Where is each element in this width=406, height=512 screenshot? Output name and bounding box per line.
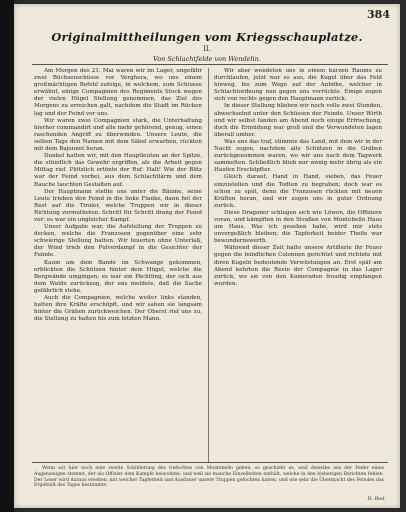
paragraph: Der Hauptmann stellte uns unter die Bäume, seine Leute trieben den Feind in die linke Flanke, dann fiel der Rest auf die Tiroler, welche Truppen wir in dieser Richtung vermutheten. Schritt für Schritt drang der Feind vor; es war ein ungleicher Kampf. [34,188,202,223]
paragraph: Gleich darauf, Hand in Hand, sieben, das Feuer einzustellen und die Todten zu begraben; doch war es schon zu spät, denn die Franzosen rückten mit neuen Kräften heran, und wir zogen uns in guter Ordnung zurück. [214,174,382,209]
paragraph: Wir aber wendeten uns in einem kurzen Raume zu durchlaufen, jetzt war es aus, die Kugel über das Feld hinweg, bis zum Wege auf der Anhöhe, welcher in Schlachtordnung nun gegen uns vorrückte. Einige zogen sich von rechts gegen den Hauptmann zurück. [214,68,382,103]
document-page [14,4,400,508]
paragraph: Was uns das traf, stimmte das Land, mit dem wir in der Nacht zogen, nachdem alle Schützen in die Gräben zurückgenommen waren, wo wir uns nach dem Tagwerk sammelten. Schließlich blieb nur wenig mehr übrig als ein Haufen Erschöpfter. [214,138,382,174]
paragraph: Diese Dragoner schlugen sich wie Löwen, die Offiziere voran, und kämpften in den Straßen von Montebello Haus um Haus. Was ich gesehen habe, wird mir stets unvergeßlich bleiben; die Tapferkeit beider Theile war bewundernswerth. [214,209,382,245]
column-divider [208,68,209,462]
paragraph: Kaum am dem Bande im Schwange gekommen, erblickten die Schützen hinter dem Hügel, welche die Bergwände umgingen; es war ein Pächtling, der sich aus dem Walde zurückzog, der uns meldete, daß die Sache gefährlich stehe. [34,259,202,294]
article-byline: Von Schlachtfelde von Wendelin. [153,55,261,63]
book-spine [0,0,14,512]
paragraph: Am Morgen des 21. Mai waren wir im Lager, ungefähr zwei Büchsenschüsse vor Verghera, wo uns einem großmächtigen Befehl zufolge, in welchem, zum Schlusse erwähnt, einige Compagnien des Regiments Stock wegen der vielen Hügel Stellung genommen, das Ziel des Morgens zu erreichen galt, nachdem die Stadt im Rücken lag und der Feind vor uns. [34,68,202,117]
paragraph: Während dieser Zeit hatte unsere Artillerie ihr Feuer gegen die feindlichen Colonnen gerichtet und richtete mit ihren Kugeln bedeutende Verwüstungen an. Erst spät am Abend kehrten die Reste der Compagnie in das Lager zurück, wo sie von den Kameraden freudig empfangen wurden. [214,245,382,287]
paragraph: Auch die Compagnien, welche weiter links standen, hatten ihre Kräfte erschöpft, und wir sahen sie langsam hinter die Gräben zurückweichen. Der Oberst rief uns zu, die Stellung zu halten bis zum letzten Mann. [34,295,202,323]
footnote-text: Wenn wir hier noch eine zweite Schilderung des Gefechtes von Montebello geben, so geschieht es, weil dieselbe aus der Feder eines Augenzeugen stammt, der als Offizier dem Kampfe beiwohnte, und weil sie manche Einzelheiten enthält, welche in den bisherigen Berichten fehlen. Der Leser wird daraus ersehen, mit welcher Tapferkeit und Ausdauer unsere Truppen gefochten haben, und wie sehr die Übermacht des Feindes das Ergebniß des Tages bestimmte. [34,466,384,489]
right-column [214,68,382,288]
header-rule [32,64,388,65]
page-number: 384 [367,8,390,21]
paragraph: Unser Aufgabe war, die Aufstellung der Truppen zu decken, welche die Franzosen gegenüber eine sehr schwierige Stellung hatten. Wir feuerten ohne Unterlaß, der Wind trieb den Pulverdampf in die Gesichter der Feinde. [34,224,202,259]
section-numeral: II. [203,45,211,53]
editor-signature: D. Red. [367,496,386,502]
article-title: Originalmittheilungen vom Kriegsschauplatze. [51,30,363,44]
footnote-rule [32,462,388,463]
paragraph: Wir waren zwei Compagnien stark, die Unterhaltung hierher commandirt und alle mehr gehörend, genug, einen raschenden Angriff zu überwinden. Unsere Leute, die selben Tags den Namen mit dem Säbel erwarben, rückten mit dem Bajonnet heran. [34,117,202,153]
left-column [34,68,202,323]
paragraph: Dunkel hatten wir, mit den Hauptleuten an der Spitze, die stündlich das Gewehr ergriffen, als die Arbeit gegen Mittag rief. Plötzlich ertönte der Ruf: Halt! Wie der Blitz war der Feind vorbei, aus dem Schlachtlärm und dem Rauche tauchten Gestalten auf. [34,153,202,188]
footnote [34,466,384,489]
paragraph: In dieser Stellung blieben wir noch volle zwei Stunden, abwechselnd unter den Schüssen der Feinde. Unser Wirth und wir selbst fanden am Abend noch einige Erfrischung, doch die Ermüdung war groß und die Verwundeten lagen überall umher. [214,103,382,138]
